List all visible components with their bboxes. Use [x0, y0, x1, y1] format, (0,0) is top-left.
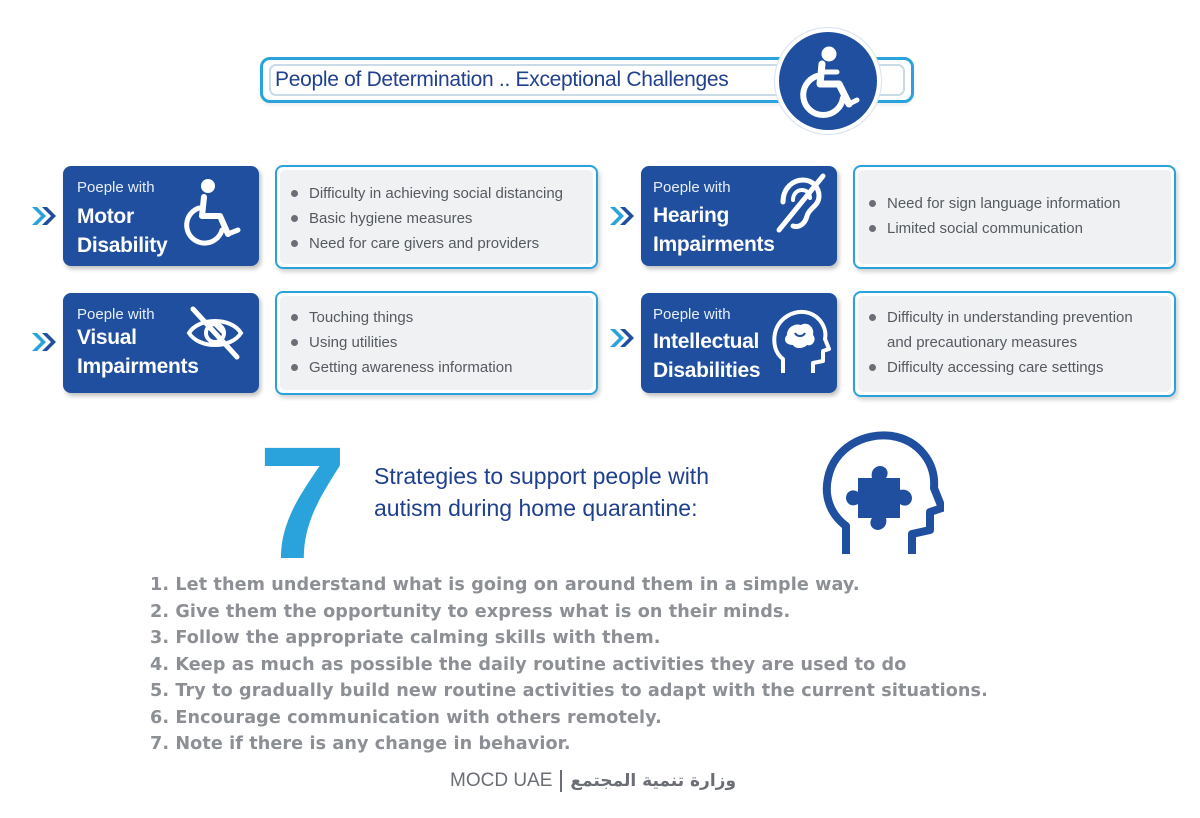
wheelchair-icon: [779, 32, 877, 130]
footer: [450, 768, 736, 794]
strategy-item: 6. Encourage communication with others remotely.: [150, 707, 662, 728]
bullet-list: [289, 305, 512, 380]
category-card-intellectual: [641, 293, 837, 393]
list-item: Need for care givers and providers: [289, 231, 563, 256]
strategy-item: 2. Give them the opportunity to express what is on their minds.: [150, 601, 791, 622]
category-title-line1: Visual: [77, 326, 137, 349]
category-card-visual: [63, 293, 259, 393]
list-item: Difficulty in achieving social distancing: [289, 181, 563, 206]
hearing-impaired-icon: [769, 172, 829, 236]
category-title-line1: Motor: [77, 205, 134, 228]
list-item: Difficulty in understanding prevention: [867, 305, 1133, 330]
chevron-right-icon: [30, 331, 58, 353]
strategy-item: 1. Let them understand what is going on around them in a simple way.: [150, 575, 860, 595]
category-card-hearing: [641, 166, 837, 266]
footer-org-ar: وزارة تنمية المجتمع: [570, 771, 737, 791]
strategy-item: 5. Try to gradually build new routine activities to adapt with the current situations.: [150, 681, 988, 701]
bullet-list: [867, 305, 1133, 380]
bullet-box-visual: [275, 291, 598, 395]
strategy-list: [150, 572, 988, 758]
header-icon-badge: [775, 28, 881, 134]
category-prefix: Poeple with: [77, 306, 155, 323]
chevron-right-icon: [608, 327, 636, 349]
page-title: People of Determination .. Exceptional Challenges: [275, 68, 729, 91]
category-title-line1: Intellectual: [653, 330, 760, 353]
bullet-box-hearing: [853, 165, 1176, 269]
strategies-title-line1: Strategies to support people with: [374, 463, 709, 489]
strategies-number: 7: [258, 413, 343, 592]
category-title-line2: Disabilities: [653, 359, 761, 382]
chevron-right-icon: [30, 205, 58, 227]
wheelchair-icon: [178, 176, 248, 256]
strategies-title-line2: autism during home quarantine:: [374, 495, 698, 521]
category-title-line2: Disability: [77, 234, 168, 257]
strategies-title: [374, 460, 794, 524]
category-prefix: Poeple with: [653, 306, 731, 323]
list-item: Difficulty accessing care settings: [867, 355, 1133, 380]
list-item: Basic hygiene measures: [289, 206, 563, 231]
strategy-item: 4. Keep as much as possible the daily routine activities they are used to do: [150, 654, 907, 675]
list-item: Touching things: [289, 305, 512, 330]
category-title-line1: Hearing: [653, 204, 730, 227]
visual-impaired-eye-icon: [185, 305, 245, 361]
list-item: Limited social communication: [867, 216, 1120, 241]
list-item: and precautionary measures: [887, 334, 1078, 351]
bullet-box-motor: [275, 165, 598, 269]
chevron-right-icon: [608, 205, 636, 227]
category-prefix: Poeple with: [653, 179, 731, 196]
puzzle-head-icon: [818, 430, 944, 558]
brain-head-icon: [769, 307, 831, 377]
list-item: Need for sign language information: [867, 191, 1120, 216]
category-title-line2: Impairments: [653, 233, 775, 256]
bullet-list: [289, 181, 563, 256]
list-item: Using utilities: [289, 330, 512, 355]
footer-divider: [560, 770, 562, 792]
category-card-motor: [63, 166, 259, 266]
list-item: Getting awareness information: [289, 355, 512, 380]
bullet-box-intellectual: [853, 291, 1176, 397]
category-title-line2: Impairments: [77, 355, 199, 378]
bullet-list: [867, 191, 1120, 241]
category-prefix: Poeple with: [77, 179, 155, 196]
footer-org-en: MOCD UAE: [450, 770, 553, 791]
strategy-item: 7. Note if there is any change in behavior.: [150, 734, 571, 754]
strategy-item: 3. Follow the appropriate calming skills with them.: [150, 628, 661, 648]
